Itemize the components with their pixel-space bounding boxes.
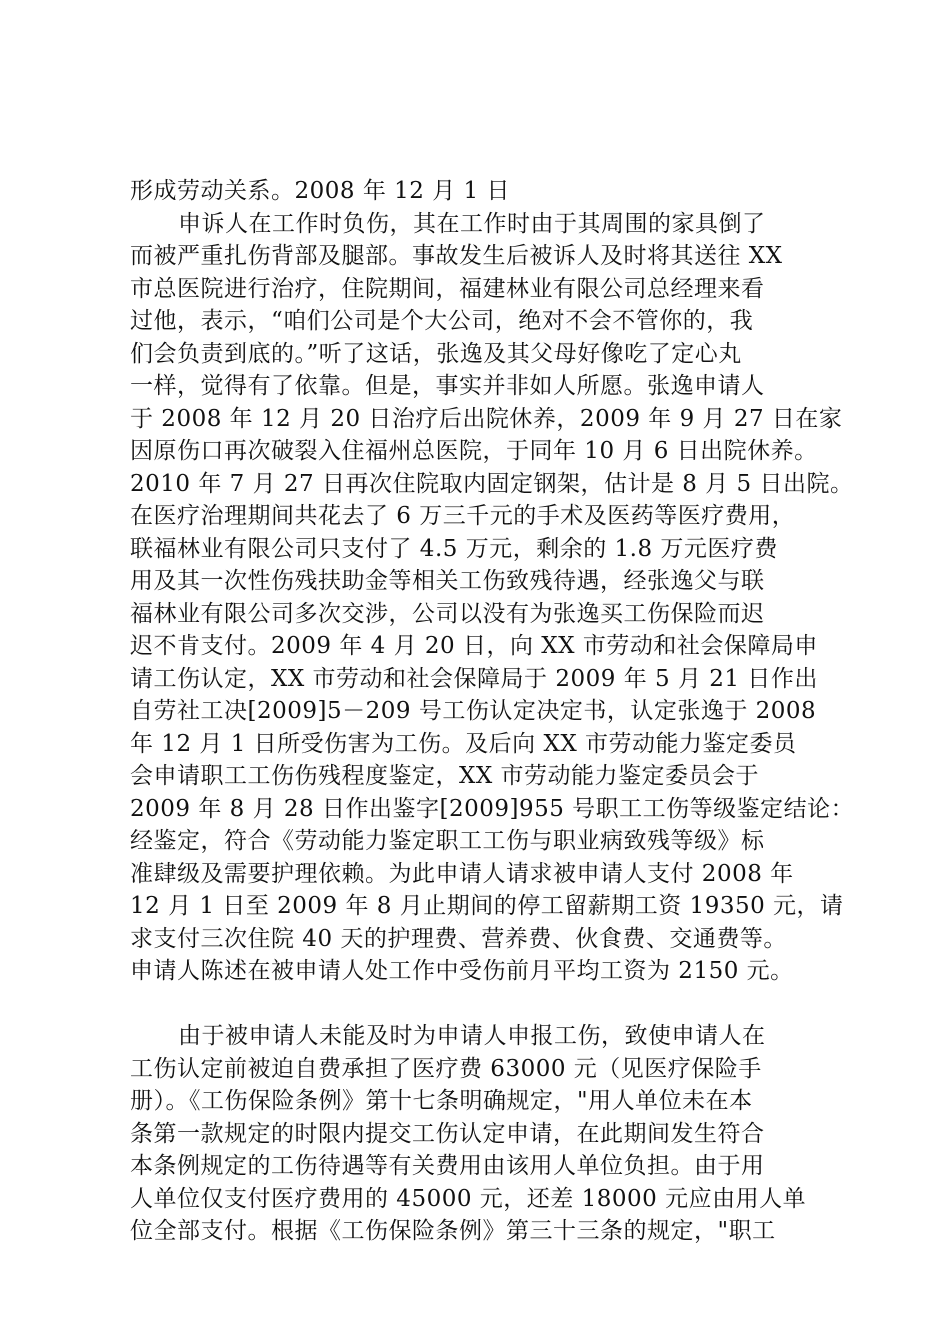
paragraph-spacer [130,988,830,1021]
text-line: 过他，表示，“咱们公司是个大公司，绝对不会不管你的，我 [130,308,754,334]
text-line: 自劳社工决[2009]5－209 号工伤认定决定书，认定张逸于 2008 [130,698,817,724]
text-line: 2010 年 7 月 27 日再次住院取内固定钢架，估计是 8 月 5 日出院。 [130,470,854,497]
text-line: 年 12 月 1 日所受伤害为工伤。及后向 XX 市劳动能力鉴定委员 [130,730,797,757]
text-line: 条第一款规定的时限内提交工伤认定申请，在此期间发生符合 [130,1120,765,1147]
text-line: 申请人陈述在被申请人处工作中受伤前月平均工资为 2150 元。 [130,958,794,984]
text-line: 而被严重扎伤背部及腿部。事故发生后被诉人及时将其送往 XX [130,243,783,269]
text-line: 市总医院进行治疗，住院期间，福建林业有限公司总经理来看 [130,275,765,302]
text-line: 由于被申请人未能及时为申请人申报工伤，致使申请人在 [178,1023,766,1049]
text-line: 迟不肯支付。2009 年 4 月 20 日，向 XX 市劳动和社会保障局申 [130,633,818,659]
text-line: 一样，觉得有了依靠。但是，事实并非如人所愿。张逸申请人 [130,373,765,399]
text-line: 本条例规定的工伤待遇等有关费用由该用人单位负担。由于用 [130,1153,765,1179]
text-line: 求支付三次住院 40 天的护理费、营养费、伙食费、交通费等。 [130,925,787,952]
text-line: 用及其一次性伤残扶助金等相关工伤致残待遇，经张逸父与联 [130,568,765,594]
text-line: 人单位仅支付医疗费用的 45000 元，还差 18000 元应由用人单 [130,1185,807,1212]
text-line: 形成劳动关系。2008 年 12 月 1 日 [130,178,510,204]
text-line: 册）。《工伤保险条例》第十七条明确规定，"用人单位未在本 [130,1088,753,1114]
text-line: 联福林业有限公司只支付了 4.5 万元，剩余的 1.8 万元医疗费 [130,535,778,562]
text-line: 在医疗治理期间共花去了 6 万三千元的手术及医药等医疗费用， [130,503,796,529]
document-body [130,175,855,1248]
text-line: 位全部支付。根据《工伤保险条例》第三十三条的规定，"职工 [130,1218,776,1244]
text-line: 12 月 1 日至 2009 年 8 月止期间的停工留薪期工资 19350 元，请 [130,893,844,919]
text-line: 因原伤口再次破裂入住福州总医院，于同年 10 月 6 日出院休养。 [130,438,818,464]
text-line: 会申请职工工伤伤残程度鉴定，XX 市劳动能力鉴定委员会于 [130,763,760,789]
text-line: 于 2008 年 12 月 20 日治疗后出院休养，2009 年 9 月 27 日在家 [130,405,843,432]
text-line: 经鉴定，符合《劳动能力鉴定职工工伤与职业病致残等级》标 [130,828,765,854]
text-line: 工伤认定前被迫自费承担了医疗费 63000 元（见医疗保险手 [130,1055,762,1082]
text-line: 申诉人在工作时负伤，其在工作时由于其周围的家具倒了 [178,210,766,237]
text-line: 准肆级及需要护理依赖。为此申请人请求被申请人支付 2008 年 [130,860,794,887]
text-line: 请工伤认定，XX 市劳动和社会保障局于 2009 年 5 月 21 日作出 [130,665,818,692]
text-line: 2009 年 8 月 28 日作出鉴字[2009]955 号职工工伤等级鉴定结论： [130,795,855,822]
text-line: 福林业有限公司多次交涉，公司以没有为张逸买工伤保险而迟 [130,600,765,627]
text-line: 们会负责到底的。”听了这话，张逸及其父母好像吃了定心丸 [130,340,742,367]
